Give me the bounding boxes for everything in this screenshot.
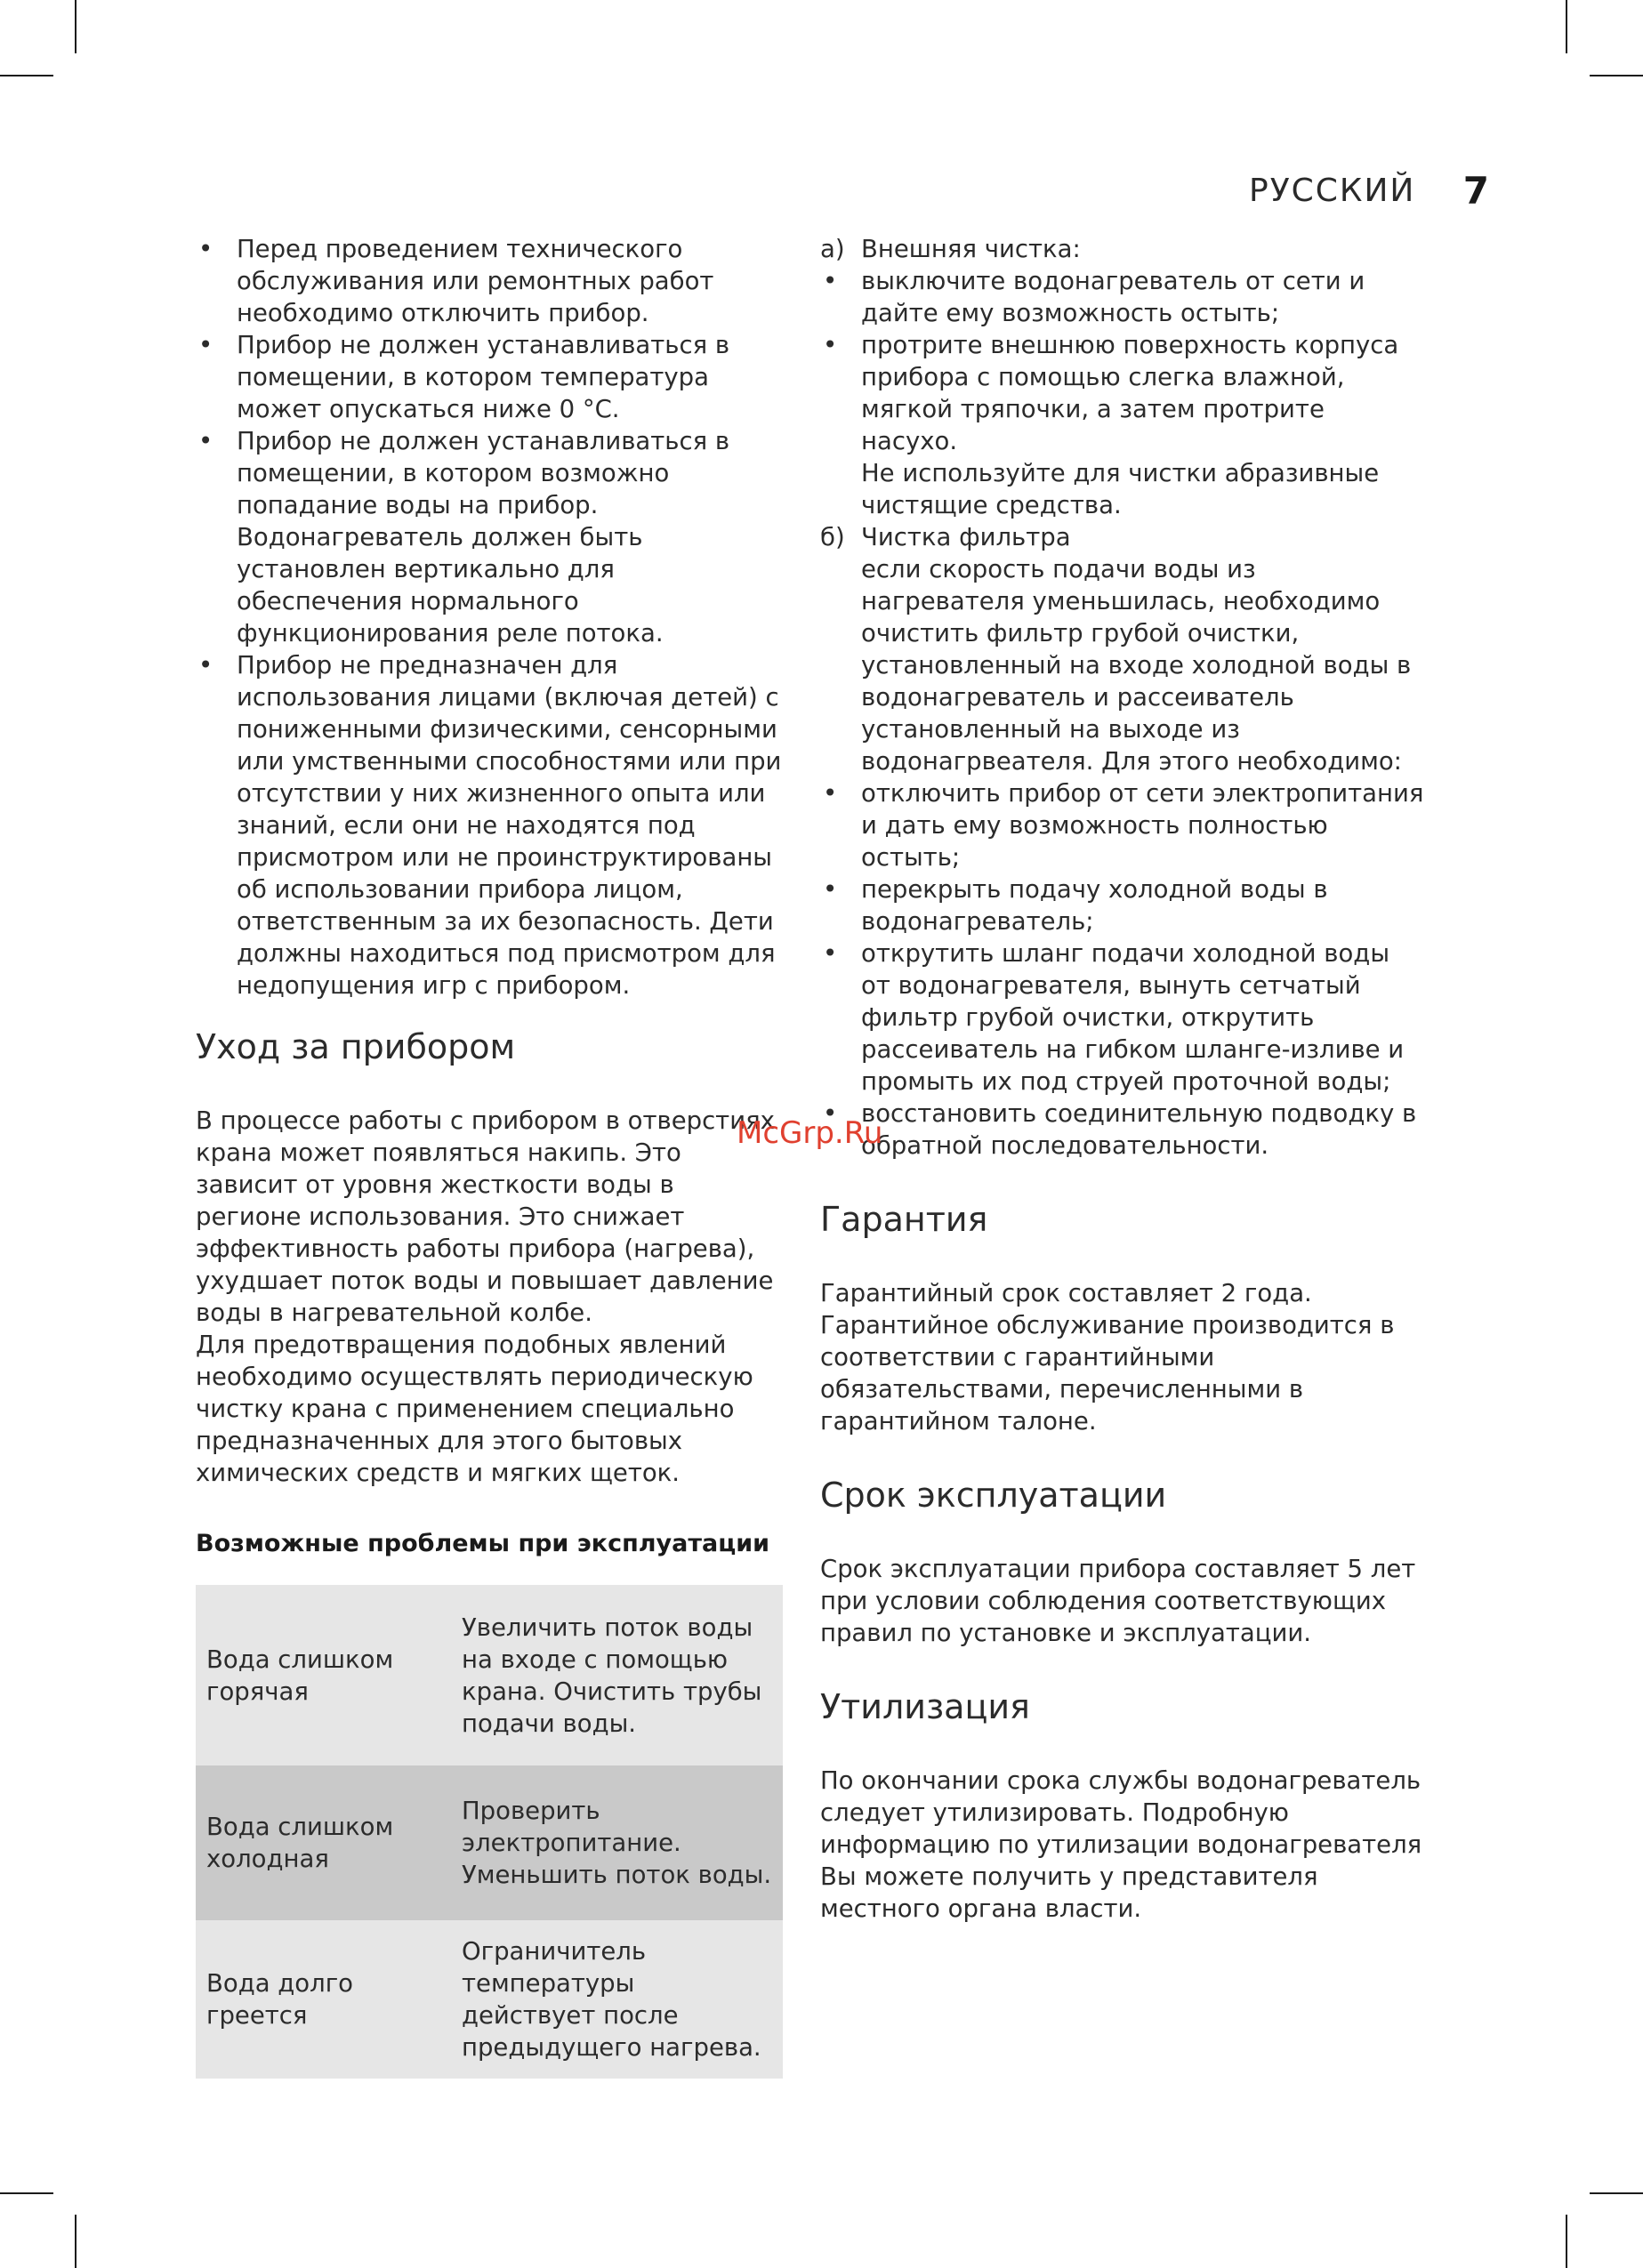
crop-mark [1566, 0, 1567, 53]
filter-text: если скорость подачи воды из нагревателя уменьшилась, необходимо очистить фильтр грубой очистки, установленный на входе холодной воды в водонагреватель и рассеиватель установленный на выходе из водонагрвеателя. Для этого необходимо: [861, 555, 1412, 776]
lifetime-text: Срок эксплуатации прибора составляет 5 лет при условии соблюдения соответствующих правил по установке и эксплуатации. [820, 1555, 1416, 1647]
table-row [196, 1765, 783, 1920]
left-column [196, 233, 783, 2079]
list-item: • отключить прибор от сети электропитания и дать ему возможность полностью остыть; [820, 777, 1425, 873]
list-item: • протрите внешнюю поверхность корпуса прибора с помощью слегка влажной, мягкой тряпочки, а затем протрите насухо. [820, 329, 1425, 457]
language-label: РУССКИЙ [1249, 173, 1416, 209]
right-column [820, 233, 1425, 1925]
section-a [820, 233, 1425, 265]
care-heading: Уход за прибором [196, 1027, 516, 1066]
filter-list [820, 777, 1425, 1162]
solution-cell: Увеличить поток воды на входе с помощью крана. Очистить трубы подачи воды. [451, 1585, 783, 1765]
problem-cell: Вода слишком холодная [196, 1765, 451, 1920]
crop-mark [0, 2192, 53, 2194]
crop-mark [75, 2215, 77, 2268]
list-item: • открутить шланг подачи холодной воды от водонагревателя, вынуть сетчатый фильтр грубой очистки, открутить рассеиватель на гибком шланге-изливе и промыть их под струей проточной воды; [820, 937, 1425, 1098]
warranty-heading: Гарантия [820, 1200, 988, 1239]
section-title: Внешняя чистка: [861, 235, 1081, 263]
page-header [1249, 169, 1489, 213]
problems-table [196, 1585, 783, 2079]
list-item: • перекрыть подачу холодной воды в водонагреватель; [820, 873, 1425, 937]
cleaning-list [820, 265, 1425, 457]
section-marker: б) [820, 523, 845, 551]
watermark: McGrp.Ru [737, 1115, 883, 1151]
solution-cell: Проверить электропитание. Уменьшить поток воды. [451, 1765, 783, 1920]
section-b [820, 521, 1425, 553]
list-item: • Прибор не должен устанавливаться в помещении, в котором возможно попадание воды на прибор. Водонагреватель должен быть установлен вертикально для обеспечения нормального функционирования реле потока. [196, 425, 783, 649]
lifetime-heading: Срок эксплуатации [820, 1476, 1167, 1515]
section-title: Чистка фильтра [861, 523, 1071, 551]
table-row [196, 1585, 783, 1765]
crop-mark [1590, 2192, 1643, 2194]
list-item: • Прибор не должен устанавливаться в помещении, в котором температура может опускаться ниже 0 °С. [196, 329, 783, 425]
problem-cell: Вода долго греется [196, 1920, 451, 2079]
crop-mark [75, 0, 77, 53]
disposal-heading: Утилизация [820, 1687, 1030, 1726]
cleaning-note: Не используйте для чистки абразивные чистящие средства. [861, 459, 1380, 519]
list-item: • выключите водонагреватель от сети и дайте ему возможность остыть; [820, 265, 1425, 329]
crop-mark [0, 75, 53, 76]
list-item: • восстановить соединительную подводку в обратной последовательности. [820, 1098, 1425, 1162]
crop-mark [1590, 75, 1643, 76]
warranty-text: Гарантийный срок составляет 2 года. Гарантийное обслуживание производится в соответствии с гарантийными обязательствами, перечисленными в гарантийном талоне. [820, 1279, 1395, 1436]
list-item: • Перед проведением технического обслуживания или ремонтных работ необходимо отключить прибор. [196, 233, 783, 329]
solution-cell: Ограничитель температуры действует после предыдущего нагрева. [451, 1920, 783, 2079]
problems-heading: Возможные проблемы при эксплуатации [196, 1530, 770, 1557]
list-item: • Прибор не предназначен для использования лицами (включая детей) с пониженными физическими, сенсорными или умственными способностями или при отсутствии у них жизненного опыта или знаний, если они не находятся под присмотром или не проинструктированы об использовании прибора лицом, ответственным за их безопасность. Дети должны находиться под присмотром для недопущения игр с прибором. [196, 649, 783, 1001]
safety-list [196, 233, 783, 1001]
table-row [196, 1920, 783, 2079]
disposal-text: По окончании срока службы водонагреватель следует утилизировать. Подробную информацию по утилизации водонагревателя Вы можете получить у представителя местного органа власти. [820, 1766, 1422, 1923]
crop-mark [1566, 2215, 1567, 2268]
care-paragraph: В процессе работы с прибором в отверстиях крана может появляться накипь. Это зависит от уровня жесткости воды в регионе использования. Это снижает эффективность работы прибора (нагрева), ухудшает поток воды и повышает давление воды в нагревательной колбе. [196, 1106, 775, 1327]
problem-cell: Вода слишком горячая [196, 1585, 451, 1765]
care-paragraph: Для предотвращения подобных явлений необходимо осуществлять периодическую чистку крана с применением специально предназначенных для этого бытовых химических средств и мягких щеток. [196, 1331, 753, 1487]
page-number: 7 [1462, 169, 1489, 213]
section-marker: а) [820, 235, 845, 263]
